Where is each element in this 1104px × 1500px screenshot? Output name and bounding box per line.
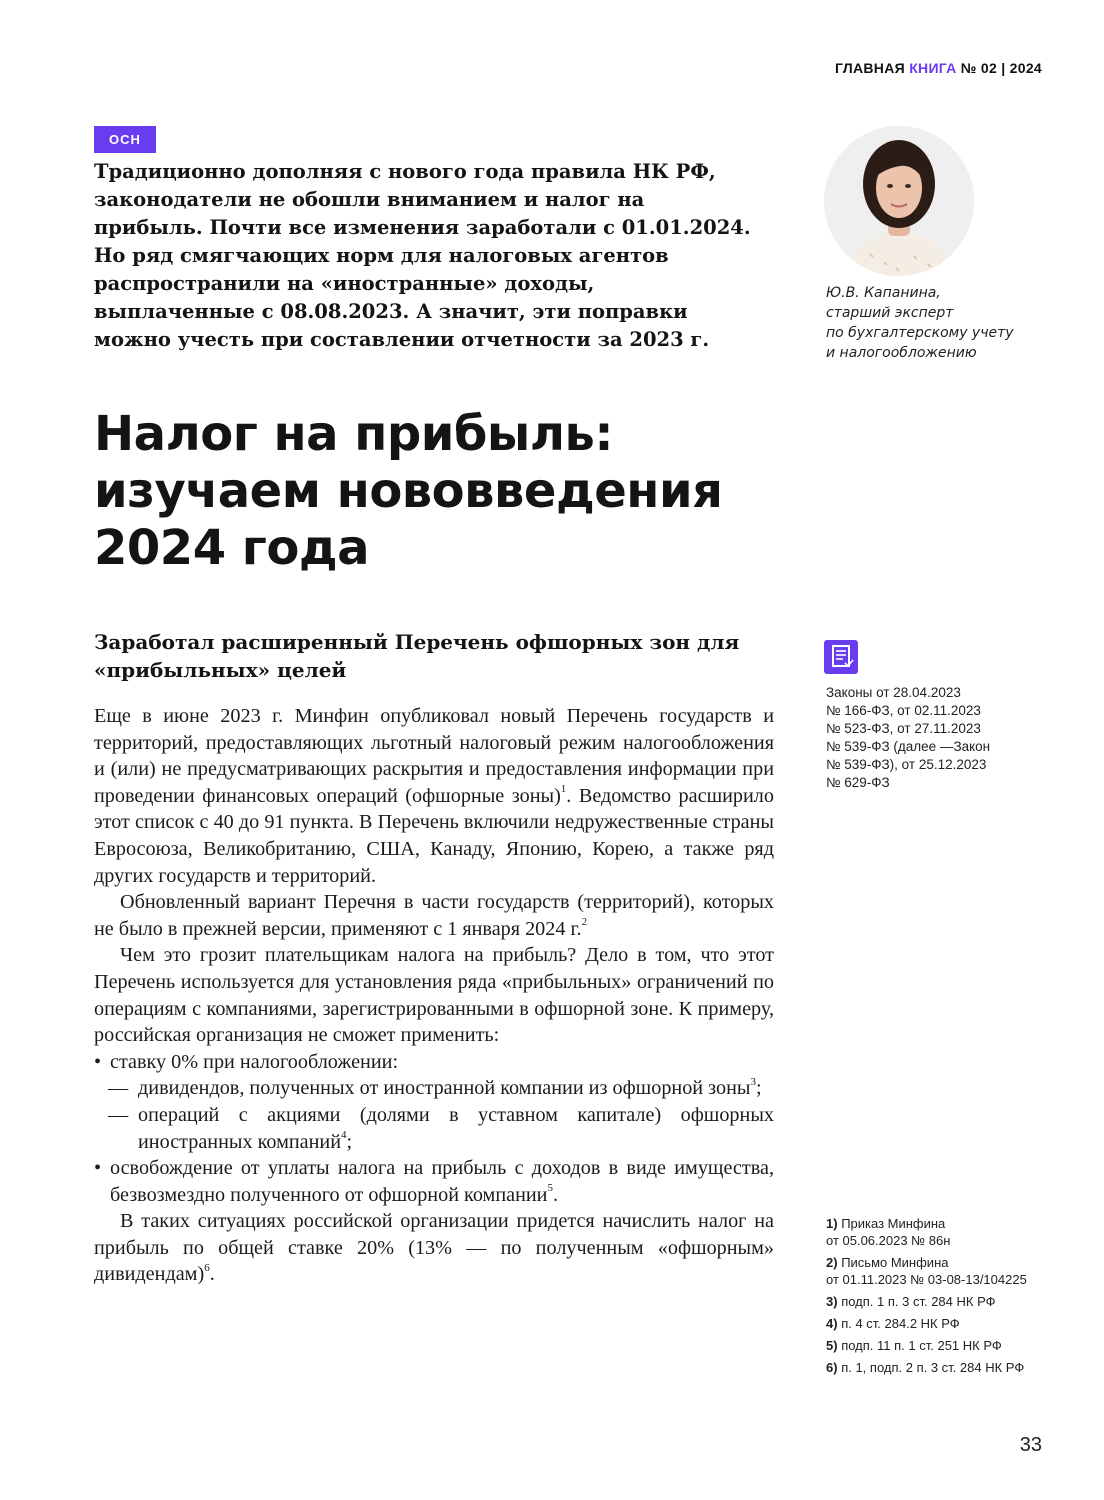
law-reference-line: № 629-ФЗ [826,775,890,790]
footnote-text: Приказ Минфина [841,1216,946,1231]
body-paragraph: Чем это грозит плательщикам налога на прибыль? Дело в том, что этот Перечень используется для установления ряда «прибыльных» ограничений по операциям с компаниями, зарегистрированными в офшорной зоне. К примеру, российская организация не сможет применить: [94,944,774,1047]
section-heading: Заработал расширенный Перечень офшорных зон для «прибыльных» целей [94,630,740,682]
list-item [94,1049,774,1076]
bullet-marker: • [94,1157,102,1180]
footnote [826,1293,1066,1310]
footnote-ref: 2 [581,916,588,929]
footnote-ref: 6 [204,1261,210,1274]
article-lead: Традиционно дополняя с нового года правила НК РФ, законодатели не обошли вниманием и налог на прибыль. Почти все изменения заработали с 01.01.2024. Но ряд смягчающих норм для налоговых агентов распространили на «иностранные» доходы, выплаченные с 08.08.2023. А значит, эти поправки можно учесть при составлении отчетности за 2023 г. [94,160,751,351]
list-item-text: ставку 0% при налогообложении: [110,1050,399,1073]
issue-number: № 02 | 2024 [960,60,1042,76]
footnote [826,1337,1066,1354]
body-paragraph [94,889,774,942]
page-number: 33 [1019,1434,1042,1456]
magazine-masthead [835,60,1042,76]
footnote-text: от 01.11.2023 № 03-08-13/104225 [826,1272,1027,1287]
author-name: Ю.В. Капанина, [826,285,941,301]
list-item-text: дивидендов, полученных от иностранной компании из офшорной зоны [138,1077,751,1100]
footnote-text: подп. 1 п. 3 ст. 284 НК РФ [841,1294,996,1309]
footnote [826,1359,1066,1376]
author-portrait-icon [824,126,974,276]
footnote-number: 4) [826,1316,838,1331]
footnote-number: 6) [826,1360,838,1375]
law-reference-line: Законы от 28.04.2023 [826,685,961,700]
footnote-number: 2) [826,1255,838,1270]
section-badge: ОСН [94,126,156,153]
footnote-text: Письмо Минфина [841,1255,949,1270]
footnote-ref: 5 [547,1181,553,1194]
footnotes [826,1215,1066,1381]
footnote [826,1254,1066,1288]
article-body [94,703,774,1288]
author-photo [824,126,974,276]
list-item-text: операций с акциями (долями в уставном капитале) офшорных иностранных компаний [138,1103,774,1153]
footnote-ref: 3 [750,1075,756,1088]
list-item [94,1075,774,1102]
footnote-ref: 4 [341,1128,347,1141]
law-reference-line: № 523-ФЗ, от 27.11.2023 [826,721,981,736]
title-line: 2024 года [94,520,370,576]
dash-marker: — [108,1077,129,1100]
footnote-number: 3) [826,1294,838,1309]
author-role-line: и налогообложению [826,345,977,361]
footnote-ref: 1 [560,783,567,796]
law-reference-line: № 539-ФЗ), от 25.12.2023 [826,757,987,772]
magazine-name-part2: КНИГА [909,60,957,76]
bullet-marker: • [94,1050,102,1073]
law-reference-line: № 539-ФЗ (далее —Закон [826,739,991,754]
author-caption [826,283,1056,363]
title-line: изучаем нововведения [94,463,723,519]
footnote [826,1215,1066,1249]
list-item-text: ; [346,1130,353,1153]
list-item-text: . [553,1183,559,1206]
footnote-number: 1) [826,1216,838,1231]
author-role-line: по бухгалтерскому учету [826,325,1014,341]
list-item [94,1155,774,1208]
author-role-line: старший эксперт [826,305,954,321]
paragraph-text: . Ведомство расширило этот список с 40 до 91 пункта. В Перечень включили недружественные страны Евросоюза, Великобританию, США, Канаду, Японию, Корею, а также ряд других государств и территорий. [94,784,774,887]
paragraph-text: Обновленный вариант Перечня в части государств (территорий), которых не было в прежней версии, применяют с 1 января 2024 г. [94,891,774,940]
list-item-text: ; [755,1077,762,1100]
footnote-text: от 05.06.2023 № 86н [826,1233,951,1248]
footnote-text: п. 1, подп. 2 п. 3 ст. 284 НК РФ [841,1360,1025,1375]
document-icon [824,640,858,674]
paragraph-text: Еще в июне 2023 г. Минфин опубликовал новый Перечень государств и территорий, предоставляющих льготный налоговый режим налогообложения и (или) не предусматривающих раскрытия и предоставления информации при проведении финансовых операций (офшорные зоны) [94,705,774,807]
law-references [826,684,1056,792]
paragraph-text: . [209,1263,215,1286]
article-title [94,406,794,577]
law-reference-line: № 166-ФЗ, от 02.11.2023 [826,703,981,718]
list-item [94,1102,774,1155]
dash-marker: — [108,1103,129,1126]
footnote [826,1315,1066,1332]
paragraph-text: В таких ситуациях российской организации придется начислить налог на прибыль по общей ставке 20% (13% — по полученным «офшорным» дивидендам) [94,1210,774,1286]
title-line: Налог на прибыль: [94,406,614,462]
magazine-name-part1: ГЛАВНАЯ [834,60,905,76]
footnote-text: п. 4 ст. 284.2 НК РФ [841,1316,960,1331]
footnote-number: 5) [826,1338,838,1353]
body-paragraph [94,703,774,889]
footnote-text: подп. 11 п. 1 ст. 251 НК РФ [841,1338,1002,1353]
body-paragraph [94,1208,774,1288]
list-item-text: освобождение от уплаты налога на прибыль с доходов в виде имущества, безвозмездно полученного от офшорной компании [110,1157,774,1206]
